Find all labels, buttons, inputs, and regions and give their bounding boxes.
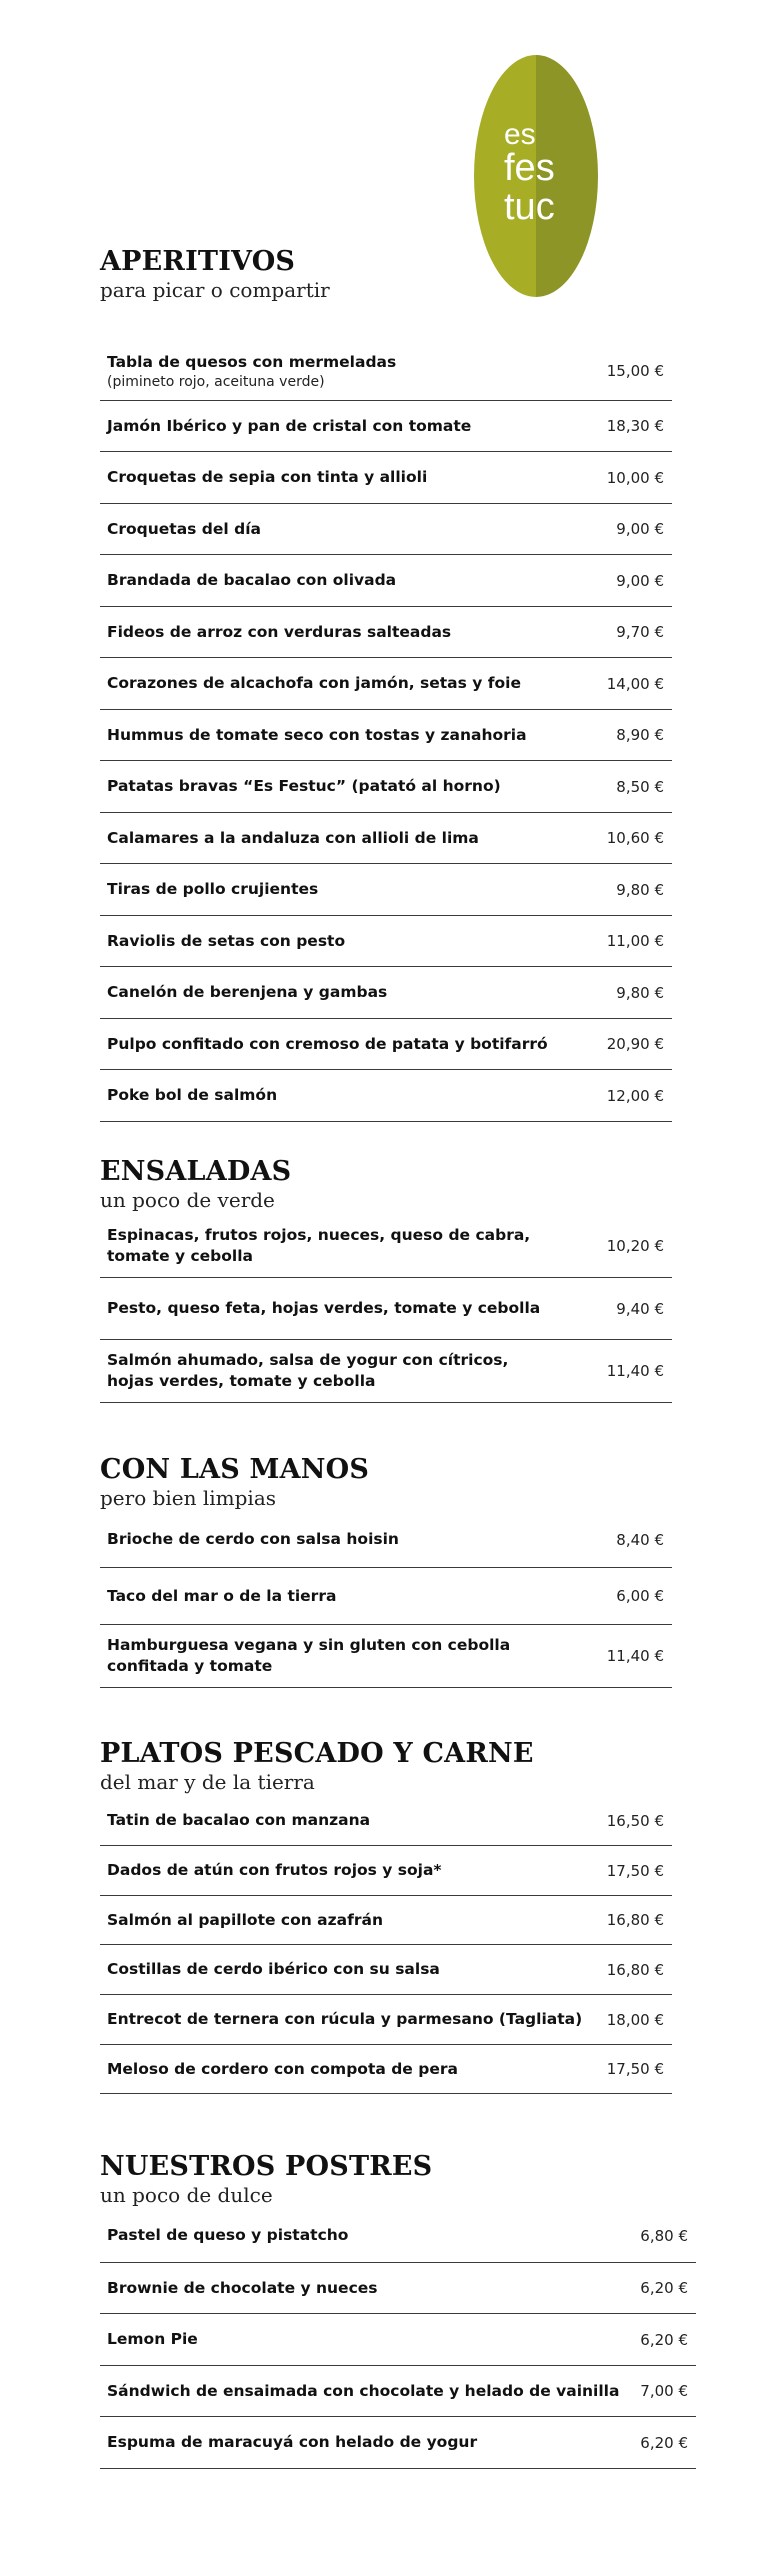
item-price: 11,00 € <box>606 932 664 950</box>
menu-item <box>100 1019 672 1070</box>
item-name: Espuma de maracuyá con helado de yogur <box>107 2433 478 2451</box>
item-price: 6,80 € <box>640 2226 688 2245</box>
menu-item <box>100 658 672 710</box>
item-price: 20,90 € <box>606 1035 664 1053</box>
menu-item <box>100 2417 696 2469</box>
menu-item <box>100 1340 672 1403</box>
item-price: 9,80 € <box>616 880 664 899</box>
menu-item <box>100 1625 672 1688</box>
item-price: 8,40 € <box>616 1530 664 1549</box>
menu-list <box>100 342 672 1122</box>
section-title: NUESTROS POSTRES <box>100 2151 433 2182</box>
menu-item <box>100 916 672 967</box>
item-price: 6,20 € <box>640 2330 688 2349</box>
menu-item <box>100 813 672 864</box>
menu-item <box>100 504 672 555</box>
menu-item <box>100 2314 696 2366</box>
item-name: Patatas bravas “Es Festuc” (patató al horno) <box>107 777 501 795</box>
section-title: ENSALADAS <box>100 1156 292 1187</box>
item-name: Corazones de alcachofa con jamón, setas y foie <box>107 674 521 692</box>
item-name: Salmón ahumado, salsa de yogur con cítricos, hojas verdes, tomate y cebolla <box>107 1351 509 1390</box>
menu-item <box>100 607 672 658</box>
item-price: 10,60 € <box>606 829 664 847</box>
item-name: Taco del mar o de la tierra <box>107 1586 337 1605</box>
item-price: 16,50 € <box>606 1811 664 1830</box>
item-name: Raviolis de setas con pesto <box>107 931 346 950</box>
item-price: 8,90 € <box>616 726 664 744</box>
menu-item <box>100 864 672 916</box>
item-name: Pulpo confitado con cremoso de patata y botifarró <box>107 1034 548 1053</box>
menu-item <box>100 1995 672 2045</box>
section-subtitle: un poco de dulce <box>100 2183 273 2207</box>
menu-list <box>100 1512 672 1688</box>
item-name: Brandada de bacalao con olivada <box>107 571 397 589</box>
item-name: Dados de atún con frutos rojos y soja* <box>107 1861 442 1879</box>
item-price: 6,20 € <box>640 2433 688 2452</box>
menu-item <box>100 1278 672 1340</box>
item-name: Tiras de pollo crujientes <box>107 880 319 898</box>
menu-list <box>100 1214 672 1403</box>
section-title: APERITIVOS <box>100 246 296 277</box>
item-price: 12,00 € <box>606 1086 664 1105</box>
item-price: 9,00 € <box>616 571 664 590</box>
item-price: 10,00 € <box>606 468 664 487</box>
item-name: Fideos de arroz con verduras salteadas <box>107 622 452 641</box>
section-platos-pescado-carne <box>100 1738 664 2078</box>
item-price: 9,00 € <box>616 520 664 538</box>
item-price: 7,00 € <box>640 2382 688 2400</box>
item-price: 9,40 € <box>616 1299 664 1318</box>
item-name: Brownie de chocolate y nueces <box>107 2278 378 2297</box>
item-name: Croquetas del día <box>107 519 261 538</box>
item-price: 9,70 € <box>616 623 664 641</box>
menu-item <box>100 1568 672 1625</box>
item-price: 17,50 € <box>606 1861 664 1880</box>
menu-item <box>100 1796 672 1846</box>
item-name: Sándwich de ensaimada con chocolate y helado de vainilla <box>107 2381 620 2400</box>
section-aperitivos <box>100 246 664 1105</box>
menu-item <box>100 967 672 1019</box>
menu-item <box>100 1512 672 1568</box>
menu-item <box>100 761 672 813</box>
item-price: 18,30 € <box>606 417 664 435</box>
item-price: 14,00 € <box>606 674 664 693</box>
section-subtitle: un poco de verde <box>100 1188 275 1212</box>
item-price: 8,50 € <box>616 777 664 796</box>
menu-item <box>100 452 672 504</box>
item-price: 6,00 € <box>616 1587 664 1605</box>
item-name: Costillas de cerdo ibérico con su salsa <box>107 1960 440 1978</box>
item-price: 11,40 € <box>606 1647 664 1665</box>
item-price: 11,40 € <box>606 1362 664 1380</box>
menu-list <box>100 1796 672 2094</box>
item-name: Tabla de quesos con mermeladas <box>107 352 397 371</box>
item-name: Canelón de berenjena y gambas <box>107 983 388 1001</box>
item-name: Tatin de bacalao con manzana <box>107 1811 371 1829</box>
item-note: (pimineto rojo, aceituna verde) <box>107 373 325 390</box>
menu-item <box>100 342 672 401</box>
section-title: PLATOS PESCADO Y CARNE <box>100 1738 534 1769</box>
menu-item <box>100 2263 696 2314</box>
item-name: Meloso de cordero con compota de pera <box>107 2059 458 2078</box>
item-name: Entrecot de ternera con rúcula y parmesano (Tagliata) <box>107 2010 583 2028</box>
menu-item <box>100 1846 672 1896</box>
item-name: Calamares a la andaluza con allioli de lima <box>107 828 479 847</box>
section-subtitle: del mar y de la tierra <box>100 1770 315 1794</box>
item-price: 16,80 € <box>606 1960 664 1979</box>
menu-list <box>100 2209 696 2469</box>
menu-item <box>100 2045 672 2094</box>
item-name: Hummus de tomate seco con tostas y zanahoria <box>107 725 527 744</box>
item-name: Pesto, queso feta, hojas verdes, tomate y cebolla <box>107 1299 541 1317</box>
item-name: Poke bol de salmón <box>107 1086 278 1104</box>
menu-item <box>100 2366 696 2417</box>
item-price: 17,50 € <box>606 2060 664 2078</box>
menu-item <box>100 2209 696 2263</box>
section-con-las-manos <box>100 1454 664 1675</box>
menu-item <box>100 1070 672 1122</box>
menu-item <box>100 401 672 452</box>
menu-item <box>100 1896 672 1945</box>
item-price: 6,20 € <box>640 2279 688 2297</box>
section-title: CON LAS MANOS <box>100 1454 370 1485</box>
item-price: 15,00 € <box>606 362 664 380</box>
item-name: Brioche de cerdo con salsa hoisin <box>107 1530 399 1548</box>
es-festuc-logo <box>474 55 598 297</box>
item-name: Salmón al papillote con azafrán <box>107 1910 383 1929</box>
section-ensaladas <box>100 1156 664 1390</box>
item-price: 16,80 € <box>606 1911 664 1929</box>
menu-item <box>100 1945 672 1995</box>
logo-text-line3: tuc <box>504 186 555 228</box>
menu-item <box>100 555 672 607</box>
item-name: Pastel de queso y pistatcho <box>107 2226 349 2244</box>
section-subtitle: para picar o compartir <box>100 278 330 302</box>
item-name: Croquetas de sepia con tinta y allioli <box>107 468 428 486</box>
menu-item <box>100 1214 672 1278</box>
menu-item <box>100 710 672 761</box>
item-name: Espinacas, frutos rojos, nueces, queso de cabra, tomate y cebolla <box>107 1225 531 1265</box>
item-name: Lemon Pie <box>107 2330 198 2348</box>
logo-text-line2: fes <box>504 147 555 189</box>
logo-text-line1: es <box>504 118 536 151</box>
item-price: 9,80 € <box>616 983 664 1002</box>
item-price: 18,00 € <box>606 2010 664 2029</box>
item-name: Jamón Ibérico y pan de cristal con tomate <box>107 416 472 435</box>
item-name: Hamburguesa vegana y sin gluten con cebolla confitada y tomate <box>107 1636 511 1675</box>
section-nuestros-postres <box>100 2151 688 2452</box>
item-price: 10,20 € <box>606 1236 664 1255</box>
section-subtitle: pero bien limpias <box>100 1486 277 1510</box>
